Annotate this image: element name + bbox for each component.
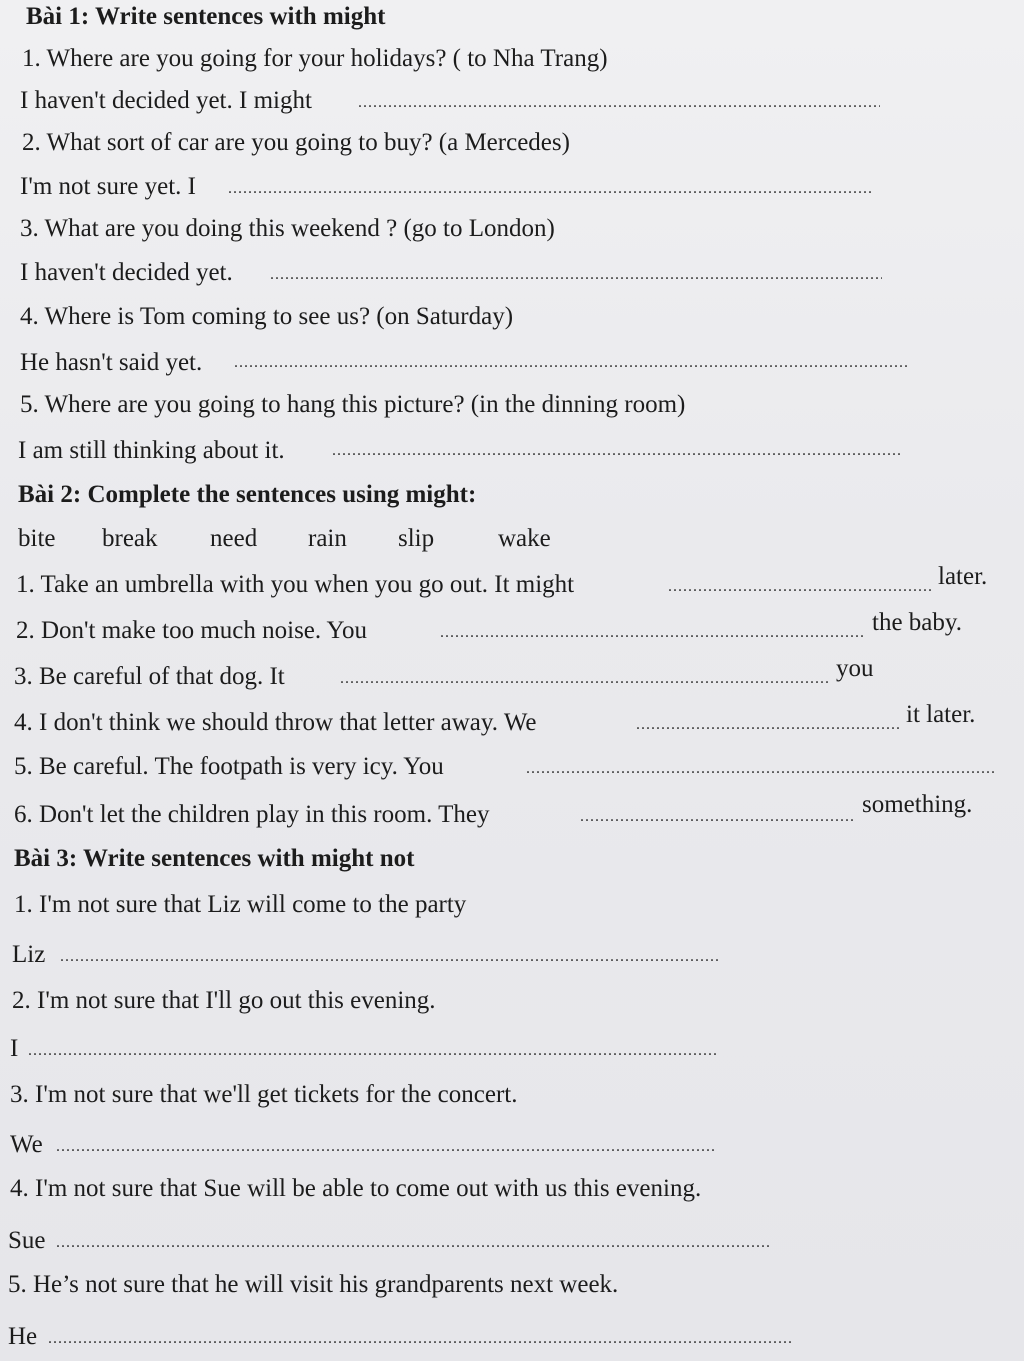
ex3-a5-blank[interactable]	[48, 1322, 792, 1352]
ex3-heading: Bài 3: Write sentences with might not	[14, 845, 415, 872]
ex2-s3-blank[interactable]	[340, 662, 830, 692]
ex1-heading: Bài 1: Write sentences with might	[26, 3, 386, 30]
ex3-q1: 1. I'm not sure that Liz will come to the party	[14, 891, 467, 918]
ex1-a2-prompt: I'm not sure yet. I	[20, 173, 196, 200]
ex2-s4-pre: 4. I don't think we should throw that letter away. We	[14, 709, 537, 736]
ex2-heading: Bài 2: Complete the sentences using might:	[18, 481, 477, 508]
ex3-a3-prompt: We	[10, 1131, 43, 1158]
ex1-a1-blank[interactable]	[358, 86, 880, 116]
ex3-q3: 3. I'm not sure that we'll get tickets for the concert.	[10, 1081, 518, 1108]
ex1-q3: 3. What are you doing this weekend ? (go to London)	[20, 215, 555, 242]
ex1-a5-blank[interactable]	[332, 434, 900, 464]
ex1-a3-prompt: I haven't decided yet.	[20, 259, 233, 286]
ex2-s4-post: it later.	[906, 701, 976, 728]
word-bite: bite	[18, 525, 56, 552]
ex2-s1-post: later.	[938, 563, 988, 590]
ex2-s2-pre: 2. Don't make too much noise. You	[16, 617, 368, 644]
ex2-s2-blank[interactable]	[440, 616, 866, 646]
ex2-s2-post: the baby.	[872, 609, 963, 636]
ex1-q5: 5. Where are you going to hang this picture? (in the dinning room)	[20, 391, 686, 418]
ex1-q2: 2. What sort of car are you going to buy? (a Mercedes)	[22, 129, 570, 156]
ex2-s1-blank[interactable]	[668, 570, 932, 600]
ex3-a2-prompt: I	[10, 1035, 19, 1062]
ex3-q5: 5. He’s not sure that he will visit his grandparents next week.	[8, 1271, 619, 1298]
ex3-a4-prompt: Sue	[8, 1227, 46, 1254]
word-rain: rain	[308, 525, 347, 552]
ex3-a1-blank[interactable]	[60, 940, 720, 970]
word-wake: wake	[498, 525, 551, 552]
ex2-s5-blank[interactable]	[526, 752, 994, 782]
ex3-q2: 2. I'm not sure that I'll go out this evening.	[12, 987, 436, 1014]
ex3-a2-blank[interactable]	[28, 1034, 716, 1064]
ex1-a4-prompt: He hasn't said yet.	[20, 349, 203, 376]
ex3-a4-blank[interactable]	[56, 1226, 770, 1256]
ex3-a5-prompt: He	[8, 1323, 38, 1350]
ex2-s6-blank[interactable]	[580, 800, 856, 830]
ex2-s3-pre: 3. Be careful of that dog. It	[14, 663, 285, 690]
ex1-q4: 4. Where is Tom coming to see us? (on Saturday)	[20, 303, 514, 330]
ex2-s1-pre: 1. Take an umbrella with you when you go out. It might	[16, 571, 575, 598]
ex3-a3-blank[interactable]	[56, 1130, 716, 1160]
word-break: break	[102, 525, 158, 552]
word-slip: slip	[398, 525, 435, 552]
ex1-a3-blank[interactable]	[270, 258, 882, 288]
ex1-a4-blank[interactable]	[234, 346, 908, 376]
ex2-s3-post: you	[836, 655, 874, 682]
ex3-q4: 4. I'm not sure that Sue will be able to come out with us this evening.	[10, 1175, 702, 1202]
ex1-a5-prompt: I am still thinking about it.	[18, 437, 285, 464]
ex2-s5-pre: 5. Be careful. The footpath is very icy. You	[14, 753, 444, 780]
ex3-a1-prompt: Liz	[12, 941, 46, 968]
ex1-q1: 1. Where are you going for your holidays? ( to Nha Trang)	[22, 45, 608, 72]
ex2-s4-blank[interactable]	[636, 708, 902, 738]
ex2-s6-post: something.	[862, 791, 973, 818]
ex1-a2-blank[interactable]	[228, 172, 872, 202]
ex1-a1-prompt: I haven't decided yet. I might	[20, 87, 312, 114]
word-need: need	[210, 525, 258, 552]
ex2-s6-pre: 6. Don't let the children play in this room. They	[14, 801, 490, 828]
